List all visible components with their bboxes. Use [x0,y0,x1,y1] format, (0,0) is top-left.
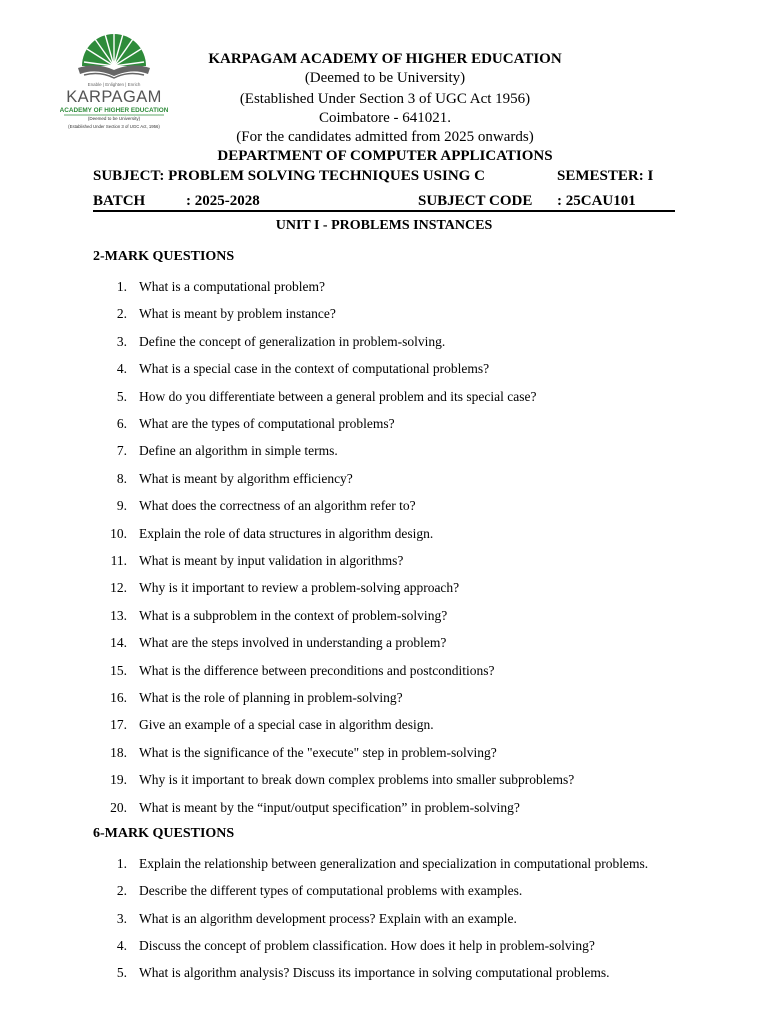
deemed-line: (Deemed to be University) [304,70,466,86]
question-number: 5. [116,965,127,981]
question-text: What is the difference between preconditions and postconditions? [139,662,495,678]
question-number: 1. [116,856,127,871]
question-number: 16. [110,690,127,705]
logo-line2: (Established Under Section 3 of UGC Act, 1956) [68,124,160,129]
question-text: What does the correctness of an algorithm refer to? [139,498,416,514]
question-text: What is meant by problem instance? [139,306,336,322]
batch-value: : 2025-2028 [186,193,260,209]
subject-code-label: SUBJECT CODE [418,193,533,209]
established-line: (Established Under Section 3 of UGC Act 1956) [239,91,531,107]
question-number: 12. [110,580,127,596]
question-number: 15. [110,662,127,678]
question-text: What is a computational problem? [139,279,325,294]
question-text: What are the types of computational problems? [139,416,395,431]
question-number: 2. [116,306,127,322]
question-text: Why is it important to review a problem-solving approach? [139,580,460,596]
question-number: 6. [116,416,127,431]
subject-code-value: : 25CAU101 [557,193,636,209]
batch-label: BATCH [93,193,146,209]
institution-name: KARPAGAM ACADEMY OF HIGHER EDUCATION [208,51,562,67]
logo-tagline: Enable | Enlighten | Enrich [87,82,141,87]
question-number: 19. [110,772,127,788]
question-text: What is the role of planning in problem-solving? [139,690,403,705]
city-line: Coimbatore - 641021. [318,110,452,126]
question-number: 18. [110,744,127,760]
question-text: Define the concept of generalization in problem-solving. [139,333,446,349]
two-mark-heading: 2-MARK QUESTIONS [93,249,235,264]
question-text: What are the steps involved in understanding a problem? [139,635,447,651]
question-text: What is algorithm analysis? Discuss its importance in solving computational problems. [139,965,610,981]
question-text: What is a special case in the context of computational problems? [139,361,490,377]
university-logo [60,18,168,134]
question-text: Explain the relationship between generalization and specialization in computational problems. [139,856,649,871]
question-number: 9. [116,498,127,514]
question-text: Describe the different types of computational problems with examples. [139,883,523,899]
candidates-line: (For the candidates admitted from 2025 onwards) [236,129,534,145]
question-text: What is meant by algorithm efficiency? [139,470,353,486]
logo-subtitle: ACADEMY OF HIGHER EDUCATION [60,107,168,114]
question-number: 11. [110,553,127,568]
question-number: 5. [116,388,127,404]
question-number: 14. [110,635,127,651]
question-number: 1. [116,279,127,294]
question-number: 4. [116,361,127,377]
question-text: What is meant by the “input/output specification” in problem-solving? [139,799,520,815]
question-text: Discuss the concept of problem classification. How does it help in problem-solving? [139,937,595,953]
question-number: 7. [116,443,127,459]
question-text: What is an algorithm development process? Explain with an example. [139,910,517,926]
question-text: What is meant by input validation in algorithms? [139,553,404,568]
question-text: How do you differentiate between a general problem and its special case? [139,388,537,404]
logo-line1: (Deemed to be University) [87,116,141,121]
logo-name: KARPAGAM [66,88,162,106]
question-number: 3. [116,333,127,349]
question-text: Why is it important to break down complex problems into smaller subproblems? [139,772,575,788]
semester-label: SEMESTER: I [557,168,654,184]
header-divider [93,210,675,212]
unit-title: UNIT I - PROBLEMS INSTANCES [275,218,493,233]
question-number: 13. [110,607,127,623]
question-text: What is the significance of the "execute" step in problem-solving? [139,744,497,760]
question-text: What is a subproblem in the context of problem-solving? [139,607,448,623]
subject-label: SUBJECT: PROBLEM SOLVING TECHNIQUES USING C [93,168,485,184]
question-number: 2. [116,883,127,899]
question-number: 3. [116,910,127,926]
question-text: Explain the role of data structures in algorithm design. [139,525,434,541]
question-number: 20. [110,799,127,815]
question-number: 4. [116,937,127,953]
question-text: Define an algorithm in simple terms. [139,443,338,459]
question-number: 10. [110,525,127,541]
department-name: DEPARTMENT OF COMPUTER APPLICATIONS [217,148,553,164]
question-number: 17. [110,717,127,733]
question-number: 8. [116,470,127,486]
question-text: Give an example of a special case in algorithm design. [139,717,434,733]
six-mark-heading: 6-MARK QUESTIONS [93,826,235,841]
